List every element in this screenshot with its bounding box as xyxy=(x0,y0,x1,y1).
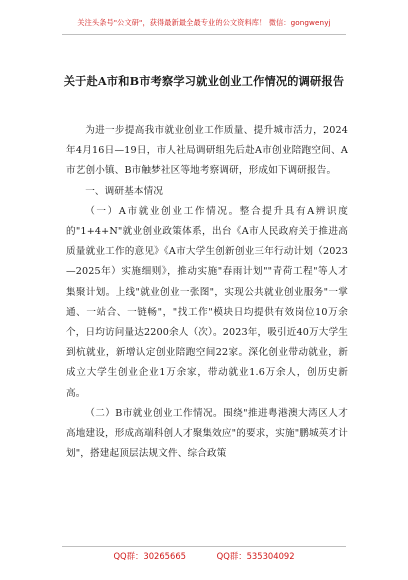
paragraph-city-b: （二）B市就业创业工作情况。围绕"推进粤港澳大湾区人才高地建设，形成高端科创人才聚集效应"的要求，实施"鹏城英才计划"，搭建起顶层法规文件、综合政策 xyxy=(66,407,348,460)
qq-group-1: QQ群：30265665 xyxy=(113,551,186,561)
footer xyxy=(0,550,408,562)
header-divider xyxy=(62,34,346,35)
paragraph-city-a: （一）A市就业创业工作情况。整合提升具有A辨识度的"1+4+N"就业创业政策体系，出台《A市人民政府关于推进高质量就业工作的意见》《A市大学生创新创业三年行动计划（2023—2025年）实施细则》，推动实施"春雨计划""青荷工程"等人才集聚计划。上线"就业创业一张图"，实现公共就业创业服务"一掌通、一站合、一链畅"，"找工作"模块日均提供有效岗位10万余个，日均访问量达2200余人（次）。2023年，吸引近40万大学生到杭就业，新增认定创业陪跑空间22家。深化创业带动就业，新成立大学生创业企业1万余家，带动就业1.6万余人，创历史新高。 xyxy=(66,205,348,399)
footer-divider xyxy=(62,546,346,547)
paragraph-intro: 为进一步提高我市就业创业工作质量、提升城市活力，2024年4月16日—19日，市人社局调研组先后赴A市创业陪跑空间、A市艺创小镇、B市触梦社区等地考察调研，形成如下调研报告。 xyxy=(66,125,348,177)
qq-group-2: QQ群：535304092 xyxy=(216,551,295,561)
document-body xyxy=(66,121,348,464)
document-title: 关于赴A市和B市考察学习就业创业工作情况的调研报告 xyxy=(63,74,345,88)
header-banner: 关注头条号"公文研"，获得最新最全最专业的公文资料库！ 微信：gongwenyj xyxy=(77,18,331,27)
section-heading: 一、调研基本情况 xyxy=(85,185,164,197)
